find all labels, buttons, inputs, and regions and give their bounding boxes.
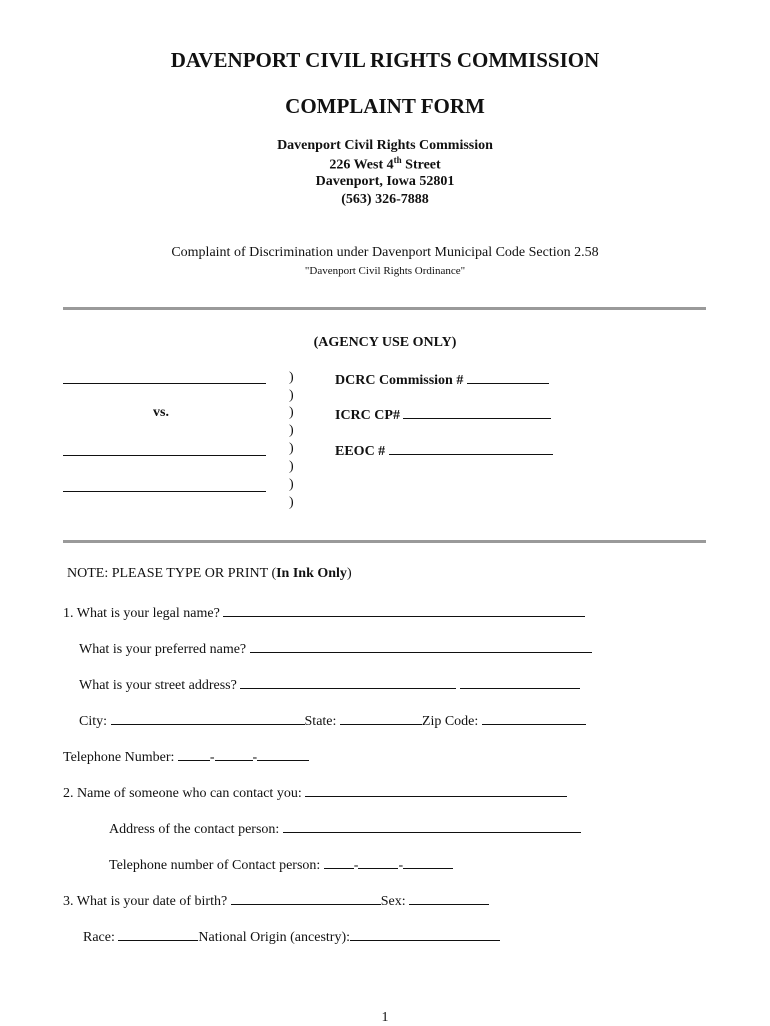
telephone-field: Telephone Number: - - xyxy=(63,747,309,766)
bottom-divider xyxy=(63,540,706,543)
contact-address-field: Address of the contact person: xyxy=(109,819,581,838)
dob-blank[interactable] xyxy=(231,891,381,905)
org-city: Davenport, Iowa 52801 xyxy=(315,174,455,189)
contact-phone-line-blank[interactable] xyxy=(403,855,453,869)
eeoc-field: EEOC # xyxy=(335,441,553,460)
phone-prefix-blank[interactable] xyxy=(215,747,253,761)
race-origin-field: Race: National Origin (ancestry): xyxy=(83,927,500,946)
dcrc-blank[interactable] xyxy=(467,370,549,384)
preferred-name-blank[interactable] xyxy=(250,639,592,653)
respondent-line-1[interactable] xyxy=(63,455,266,456)
legal-name-blank[interactable] xyxy=(223,603,585,617)
bracket: ) xyxy=(289,405,294,420)
bracket: ) xyxy=(289,388,294,403)
bracket: ) xyxy=(289,477,294,492)
org-street: 226 West 4th Street xyxy=(329,155,441,173)
bracket: ) xyxy=(289,441,294,456)
street-address-field: What is your street address? xyxy=(79,675,580,694)
contact-name-field: 2. Name of someone who can contact you: xyxy=(63,783,567,802)
icrc-field: ICRC CP# xyxy=(335,405,551,424)
contact-name-blank[interactable] xyxy=(305,783,567,797)
preferred-name-field: What is your preferred name? xyxy=(79,639,592,658)
intro-line: Complaint of Discrimination under Davenport Municipal Code Section 2.58 xyxy=(171,245,599,260)
bracket: ) xyxy=(289,423,294,438)
page-number: 1 xyxy=(381,1010,389,1025)
contact-address-blank[interactable] xyxy=(283,819,581,833)
contact-phone-field: Telephone number of Contact person: - - xyxy=(109,855,453,874)
bracket: ) xyxy=(289,495,294,510)
contact-phone-prefix-blank[interactable] xyxy=(358,855,398,869)
national-origin-blank[interactable] xyxy=(350,927,500,941)
street-address-blank-2[interactable] xyxy=(460,675,580,689)
eeoc-blank[interactable] xyxy=(389,441,553,455)
icrc-blank[interactable] xyxy=(403,405,551,419)
ordinance-name: "Davenport Civil Rights Ordinance" xyxy=(304,265,466,277)
street-address-blank[interactable] xyxy=(240,675,456,689)
bracket: ) xyxy=(289,459,294,474)
state-blank[interactable] xyxy=(340,711,422,725)
agency-heading: (AGENCY USE ONLY) xyxy=(313,335,457,350)
vs-label: vs. xyxy=(153,405,169,420)
contact-phone-area-blank[interactable] xyxy=(324,855,354,869)
org-phone: (563) 326-7888 xyxy=(341,192,429,207)
bracket: ) xyxy=(289,370,294,385)
city-state-zip-field: City: State: Zip Code: xyxy=(79,711,586,730)
city-blank[interactable] xyxy=(111,711,305,725)
print-note: NOTE: PLEASE TYPE OR PRINT (In Ink Only) xyxy=(67,566,352,581)
form-title: DAVENPORT CIVIL RIGHTS COMMISSION xyxy=(170,48,600,72)
zip-blank[interactable] xyxy=(482,711,586,725)
phone-area-blank[interactable] xyxy=(178,747,210,761)
race-blank[interactable] xyxy=(118,927,198,941)
top-divider xyxy=(63,307,706,310)
dcrc-field: DCRC Commission # xyxy=(335,370,549,389)
dob-sex-field: 3. What is your date of birth? Sex: xyxy=(63,891,489,910)
org-name: Davenport Civil Rights Commission xyxy=(277,138,493,153)
complainant-line[interactable] xyxy=(63,383,266,384)
form-subtitle: COMPLAINT FORM xyxy=(285,94,485,118)
respondent-line-2[interactable] xyxy=(63,491,266,492)
legal-name-field: 1. What is your legal name? xyxy=(63,603,585,622)
phone-line-blank[interactable] xyxy=(257,747,309,761)
sex-blank[interactable] xyxy=(409,891,489,905)
